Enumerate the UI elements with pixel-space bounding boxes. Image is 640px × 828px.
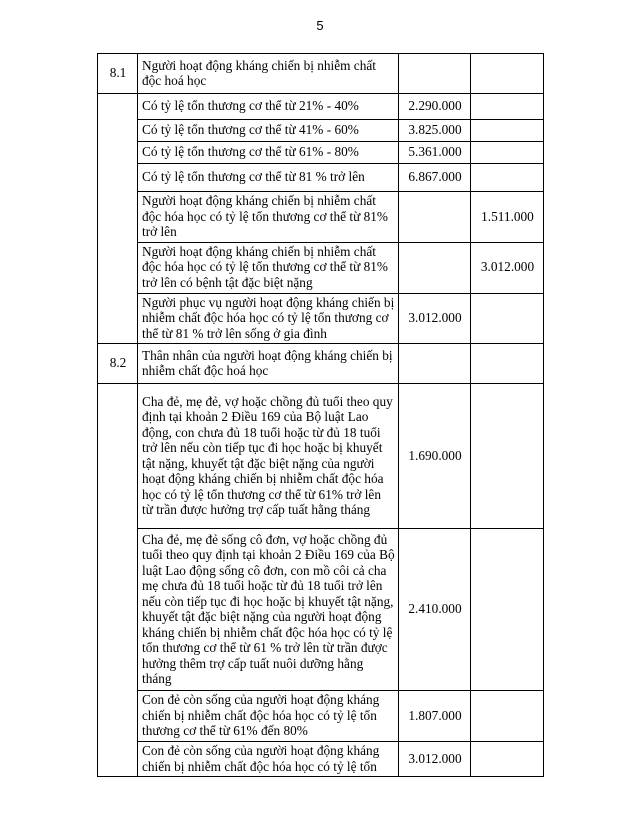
amount-col-1: 2.410.000 [399,529,471,691]
table-row [98,54,544,94]
table-row [98,192,544,243]
amount-col-1 [399,54,471,94]
table-row [98,242,544,293]
amount-col-2 [471,691,544,742]
row-description: Có tỷ lệ tổn thương cơ thể từ 61% - 80% [138,142,399,164]
table-row [98,691,544,742]
table-row [98,120,544,142]
row-number [98,529,138,691]
amount-col-2 [471,293,544,344]
row-description: Người phục vụ người hoạt động kháng chiến bị nhiễm chất độc hóa học có tỷ lệ tổn thương cơ thể từ 81 % trở lên sống ở gia đình [138,293,399,344]
table-row [98,142,544,164]
row-number: 8.1 [98,54,138,94]
amount-col-1: 3.012.000 [399,742,471,777]
amount-col-1: 2.290.000 [399,94,471,120]
row-number [98,242,138,293]
row-description: Người hoạt động kháng chiến bị nhiễm chất độc hóa học có tỷ lệ tổn thương cơ thể từ 81% trở lên [138,192,399,243]
amount-col-1: 1.807.000 [399,691,471,742]
row-description: Con đẻ còn sống của người hoạt động kháng chiến bị nhiễm chất độc hóa học có tỷ lệ tổn thương cơ thể từ 61% đến 80% [138,691,399,742]
amount-col-1 [399,344,471,384]
row-number [98,691,138,742]
amount-col-2 [471,94,544,120]
amount-col-2: 3.012.000 [471,242,544,293]
amount-col-1: 3.012.000 [399,293,471,344]
row-description: Có tỷ lệ tổn thương cơ thể từ 21% - 40% [138,94,399,120]
table-row [98,344,544,384]
row-number [98,742,138,777]
row-description: Thân nhân của người hoạt động kháng chiến bị nhiễm chất độc hoá học [138,344,399,384]
row-number [98,120,138,142]
amount-col-1: 6.867.000 [399,164,471,192]
amount-col-2 [471,344,544,384]
table-row [98,293,544,344]
row-number [98,164,138,192]
allowance-table [97,53,544,777]
row-description: Cha đẻ, mẹ đẻ sống cô đơn, vợ hoặc chồng đủ tuổi theo quy định tại khoản 2 Điều 169 của Bộ luật Lao động sống cô đơn, con mồ côi cả cha mẹ chưa đủ 18 tuổi hoặc từ đủ 18 tuổi trở lên nếu còn tiếp tục đi học hoặc bị khuyết tật nặng, khuyết tật đặc biệt nặng của người hoạt động kháng chiến bị nhiễm chất độc hóa học có tỷ lệ tổn thương cơ thể từ 61 % trở lên từ trần được hưởng thêm trợ cấp tuất nuôi dưỡng hằng tháng [138,529,399,691]
row-number [98,384,138,529]
row-number [98,293,138,344]
row-number [98,94,138,120]
amount-col-2 [471,54,544,94]
amount-col-1: 1.690.000 [399,384,471,529]
amount-col-1 [399,192,471,243]
row-description: Có tỷ lệ tổn thương cơ thể từ 41% - 60% [138,120,399,142]
row-description: Người hoạt động kháng chiến bị nhiễm chất độc hoá học [138,54,399,94]
table-row [98,94,544,120]
row-description: Người hoạt động kháng chiến bị nhiễm chất độc hóa học có tỷ lệ tổn thương cơ thể từ 81% trở lên có bệnh tật đặc biệt nặng [138,242,399,293]
amount-col-2 [471,142,544,164]
row-description: Con đẻ còn sống của người hoạt động kháng chiến bị nhiễm chất độc hóa học có tỷ lệ tổn [138,742,399,777]
amount-col-2: 1.511.000 [471,192,544,243]
table-row [98,742,544,777]
amount-col-1 [399,242,471,293]
row-number [98,142,138,164]
amount-col-2 [471,529,544,691]
amount-col-1: 3.825.000 [399,120,471,142]
row-description: Có tỷ lệ tổn thương cơ thể từ 81 % trở lên [138,164,399,192]
row-number: 8.2 [98,344,138,384]
table-row [98,529,544,691]
row-number [98,192,138,243]
page-number: 5 [316,18,324,33]
table-row [98,164,544,192]
amount-col-2 [471,384,544,529]
amount-col-2 [471,742,544,777]
row-description: Cha đẻ, mẹ đẻ, vợ hoặc chồng đủ tuổi theo quy định tại khoản 2 Điều 169 của Bộ luật Lao động, con chưa đủ 18 tuổi hoặc từ đủ 18 tuổi trở lên nếu còn tiếp tục đi học hoặc bị khuyết tật nặng, khuyết tật đặc biệt nặng của người hoạt động kháng chiến bị nhiễm chất độc hóa học có tỷ lệ tổn thương cơ thể từ 61% trở lên từ trần được hưởng trợ cấp tuất hằng tháng [138,384,399,529]
amount-col-2 [471,164,544,192]
amount-col-1: 5.361.000 [399,142,471,164]
table-row [98,384,544,529]
amount-col-2 [471,120,544,142]
